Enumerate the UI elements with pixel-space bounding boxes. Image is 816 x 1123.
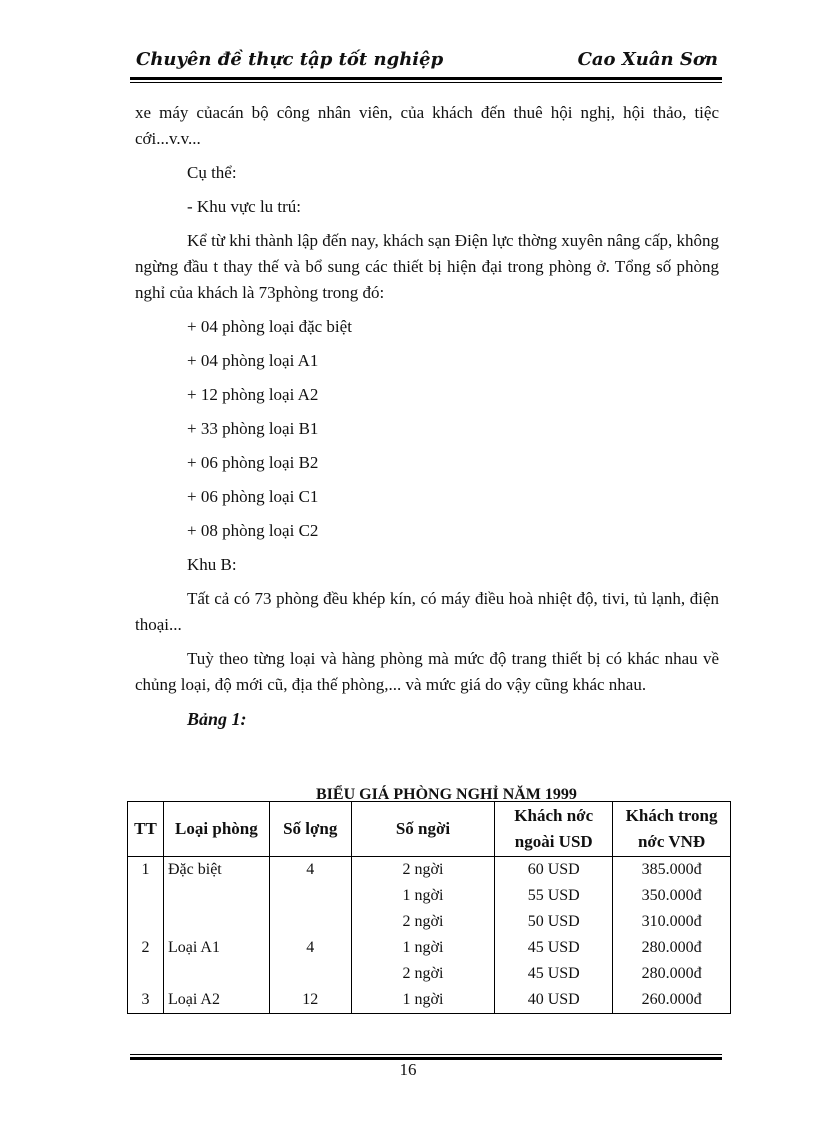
header-cell: TT: [128, 802, 164, 857]
table-cell: 1 ngời: [351, 987, 495, 1014]
table-cell: 45 USD: [495, 961, 613, 987]
paragraph: Cụ thể:: [187, 163, 237, 182]
table-cell: [269, 909, 351, 935]
table-cell: [163, 961, 269, 987]
table-cell: [163, 909, 269, 935]
paragraph: Kể từ khi thành lập đến nay, khách sạn Điện lực thờng xuyên nâng cấp, không ngừng đầu t thay thế và bổ sung các thiết bị hiện đại trong phòng ở. Tổng số phòng nghỉ của khách là 73phòng trong đó:: [135, 231, 719, 302]
header-cell: Khách nớc ngoài USD: [495, 802, 613, 857]
list-item: + 08 phòng loại C2: [187, 521, 319, 540]
body-text: [135, 100, 719, 732]
table-cell: [269, 961, 351, 987]
list-item: + 04 phòng loại đặc biệt: [187, 317, 352, 336]
table-title: BIỂU GIÁ PHÒNG NGHỈ NĂM 1999: [316, 786, 577, 803]
table-cell: [269, 883, 351, 909]
table-row: [128, 961, 731, 987]
paragraph: Tất cả có 73 phòng đều khép kín, có máy điều hoà nhiệt độ, tivi, tủ lạnh, điện thoại...: [135, 589, 719, 634]
table-cell: 2 ngời: [351, 961, 495, 987]
page-header: [130, 45, 722, 77]
table-cell: [163, 883, 269, 909]
table-row: [128, 883, 731, 909]
table-cell: 50 USD: [495, 909, 613, 935]
table-cell: 385.000đ: [613, 857, 731, 884]
list-item: + 33 phòng loại B1: [187, 419, 319, 438]
table-cell: 55 USD: [495, 883, 613, 909]
table-cell: 1 ngời: [351, 883, 495, 909]
table-label: Bảng 1:: [187, 709, 247, 729]
header-cell: Khách trong nớc VNĐ: [613, 802, 731, 857]
table-cell: 4: [269, 857, 351, 884]
table-cell: Đặc biệt: [163, 857, 269, 884]
table-cell: Loại A1: [163, 935, 269, 961]
header-rule-thin: [130, 82, 722, 83]
paragraph: Khu B:: [187, 555, 237, 574]
price-table: [127, 801, 731, 1014]
table-cell: Loại A2: [163, 987, 269, 1014]
list-item: + 06 phòng loại C1: [187, 487, 319, 506]
table-cell: 40 USD: [495, 987, 613, 1014]
table-cell: 12: [269, 987, 351, 1014]
table-cell: 260.000đ: [613, 987, 731, 1014]
table-cell: [128, 883, 164, 909]
table-cell: 45 USD: [495, 935, 613, 961]
table-cell: [128, 909, 164, 935]
paragraph: xe máy củacán bộ công nhân viên, của khách đến thuê hội nghị, hội thảo, tiệc cới...v.v...: [135, 103, 719, 148]
header-rule-thick: [130, 77, 722, 80]
table-cell: 2 ngời: [351, 857, 495, 884]
header-author: Cao Xuân Sơn: [577, 49, 718, 70]
list-item: + 06 phòng loại B2: [187, 453, 319, 472]
table-row: [128, 857, 731, 884]
table-row: [128, 935, 731, 961]
list-item: + 12 phòng loại A2: [187, 385, 319, 404]
table-cell: 2 ngời: [351, 909, 495, 935]
table-cell: 1 ngời: [351, 935, 495, 961]
table-cell: 280.000đ: [613, 935, 731, 961]
table-row: [128, 909, 731, 935]
table-cell: 4: [269, 935, 351, 961]
paragraph: - Khu vực lu trú:: [187, 197, 302, 216]
table-header-row: [128, 802, 731, 857]
table-cell: 280.000đ: [613, 961, 731, 987]
table-row: [128, 987, 731, 1014]
footer-rule-thin: [130, 1054, 722, 1055]
header-cell: Số ngời: [351, 802, 495, 857]
table-cell: 310.000đ: [613, 909, 731, 935]
table-cell: [128, 961, 164, 987]
header-title: Chuyên đề thực tập tốt nghiệp: [136, 49, 444, 70]
paragraph: Tuỳ theo từng loại và hàng phòng mà mức độ trang thiết bị có khác nhau về chủng loại, độ mới cũ, địa thế phòng,... và mức giá do vậy cũng khác nhau.: [135, 649, 719, 694]
header-cell: Loại phòng: [163, 802, 269, 857]
table-cell: 60 USD: [495, 857, 613, 884]
header-cell: Số lợng: [269, 802, 351, 857]
table-cell: 350.000đ: [613, 883, 731, 909]
page-number: 16: [399, 1060, 417, 1079]
list-item: + 04 phòng loại A1: [187, 351, 319, 370]
table-cell: 3: [128, 987, 164, 1014]
table-cell: 2: [128, 935, 164, 961]
table-cell: 1: [128, 857, 164, 884]
